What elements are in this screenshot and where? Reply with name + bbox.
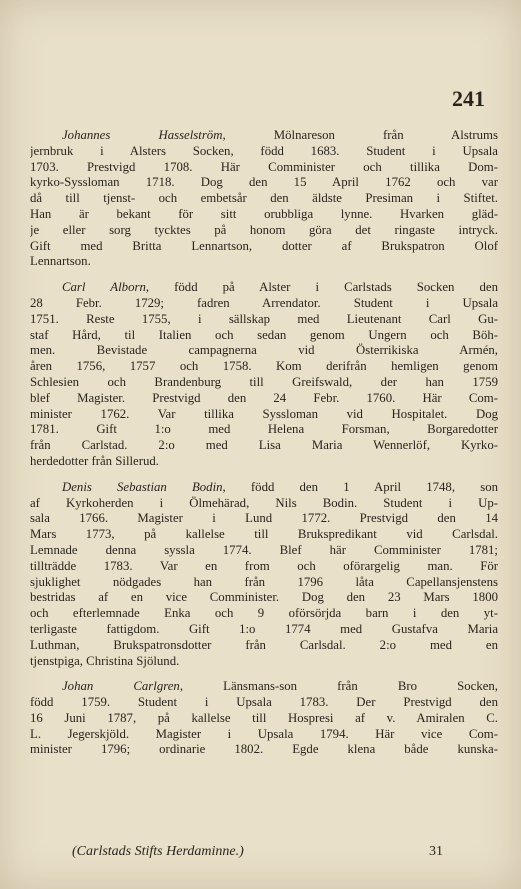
entry-name: Johannes Hasselström, <box>62 128 226 142</box>
text-line: Lennartson. <box>30 254 91 269</box>
biography-entry <box>30 128 498 270</box>
text-line: je eller sorg tycktes på honom göra det ringaste intryck. <box>30 222 498 237</box>
text-line <box>30 280 498 296</box>
text-line: 1781. Gift 1:o med Helena Forsman, Borgaredotter <box>30 422 498 437</box>
text-line: jernbruk i Alsters Socken, född 1683. Student i Upsala <box>30 143 498 158</box>
text-line: 1751. Reste 1755, i sällskap med Lieutenant Carl Gu- <box>30 311 498 326</box>
text-line: staf Hård, til Italien och sedan genom Ungern och Böh- <box>30 327 498 342</box>
entry-text: född den 1 April 1748, son <box>225 479 498 494</box>
text-line <box>30 128 498 144</box>
text-line: 28 Febr. 1729; fadren Arrendator. Student i Upsala <box>30 295 498 310</box>
text-line: 16 Juni 1787, på kallelse till Hospresi af v. Amiralen C. <box>30 710 498 725</box>
text-line: född 1759. Student i Upsala 1783. Der Prestvigd den <box>30 695 498 710</box>
text-line: kyrko-Syssloman 1718. Dog den 15 April 1762 och var <box>30 175 498 190</box>
text-line: bestridas af en vice Comminister. Dog den 23 Mars 1800 <box>30 590 498 605</box>
entry-text: Mölnareson från Alstrums <box>225 128 498 142</box>
page-number: 241 <box>452 86 485 111</box>
text-line: Gift med Britta Lennartson, dotter af Brukspatron Olof <box>30 238 498 253</box>
text-line: från Carlstad. 2:o med Lisa Maria Wennerlöf, Kyrko- <box>30 438 498 453</box>
text-line: men. Bevistade campagnerna vid Österrikiska Armén, <box>30 343 498 358</box>
text-line: minister 1762. Var tillika Syssloman vid Hospitalet. Dog <box>30 406 498 421</box>
entry-name: Denis Sebastian Bodin, <box>62 479 226 494</box>
text-line: L. Jegerskjöld. Magister i Upsala 1794. Här vice Com- <box>30 726 498 741</box>
text-line <box>30 480 498 496</box>
text-line: Schlesien och Brandenburg till Greifswald, der han 1759 <box>30 374 498 389</box>
entry-name: Johan Carlgren, <box>62 679 184 694</box>
entry-name: Carl Alborn, <box>62 280 150 295</box>
biography-entry <box>30 280 498 470</box>
text-line: herdedotter från Sillerud. <box>30 453 159 468</box>
text-line: minister 1796; ordinarie 1802. Egde klena både kunska- <box>30 742 498 757</box>
text-line: tillträdde 1783. Var en from och oförargelig man. För <box>30 558 498 573</box>
signature-mark: (Carlstads Stifts Herdaminne.) <box>72 844 244 859</box>
text-line: blef Magister. Prestvigd den 24 Febr. 1760. Här Com- <box>30 390 498 405</box>
text-line: Han är bekant för sitt orubbliga lynne. Hvarken gläd- <box>30 206 498 221</box>
text-line: Mars 1773, på kallelse till Brukspredikant vid Carlsdal. <box>30 527 498 542</box>
biography-entry <box>30 480 498 670</box>
biography-entry <box>30 679 498 758</box>
entry-text: Länsmans-son från Bro Socken, <box>183 679 498 694</box>
page-body <box>30 128 498 768</box>
folio-number: 31 <box>429 844 443 859</box>
text-line: Lemnade denna syssla 1774. Blef här Comminister 1781; <box>30 542 498 557</box>
text-line: sala 1766. Magister i Lund 1772. Prestvigd den 14 <box>30 511 498 526</box>
text-line: af Kyrkoherden i Ölmehärad, Nils Bodin. Student i Up- <box>30 495 498 510</box>
text-line: sjuklighet nödgades han från 1796 låta Capellansjenstens <box>30 574 498 589</box>
entry-text: född på Alster i Carlstads Socken den <box>149 280 498 295</box>
text-line <box>30 679 498 695</box>
text-line: åren 1756, 1757 och 1758. Kom derifrån hemligen genom <box>30 359 498 374</box>
text-line: och efterlemnade Enka och 9 oförsörjda barn i den yt- <box>30 606 498 621</box>
text-line: terligaste fattigdom. Gift 1:o 1774 med Gustafva Maria <box>30 621 498 636</box>
text-line: Luthman, Brukspatronsdotter från Carlsdal. 2:o med en <box>30 637 498 652</box>
text-line: tjenstpiga, Christina Sjölund. <box>30 653 180 668</box>
text-line: då till tjenst- och embetsår den äldste Presiman i Stiftet. <box>30 191 498 206</box>
text-line: 1703. Prestvigd 1708. Här Comminister och tillika Dom- <box>30 159 498 174</box>
